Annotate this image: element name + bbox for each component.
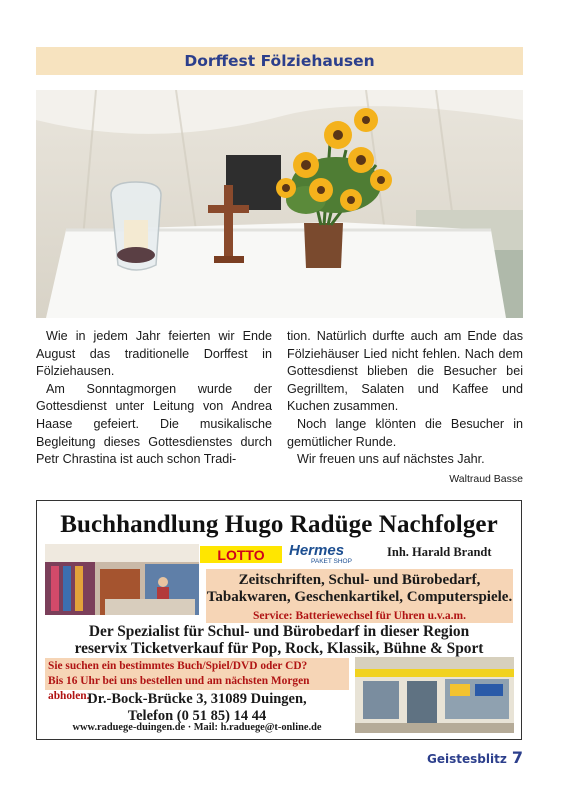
article-title: Dorffest Fölziehausen bbox=[184, 52, 375, 70]
service-note: Service: Batteriewechsel für Uhren u.v.a.m. bbox=[253, 610, 466, 622]
ad-headline: Buchhandlung Hugo Radüge Nachfolger bbox=[60, 511, 498, 538]
order-question: Sie suchen ein bestimmtes Buch/Spiel/DVD oder CD? bbox=[48, 660, 308, 672]
specialist-text bbox=[37, 623, 521, 657]
paragraph: tion. Natürlich durfte auch am Ende das Fölziehäuser Lied nicht fehlen. Nach dem Gottesdienst blieben die Besucher bei Gegrilltem, Salaten und Kaffee und Kuchen zusammen. bbox=[287, 329, 523, 414]
storefront-photo bbox=[355, 657, 514, 733]
paragraph: Wir freuen uns auf nächstes Jahr. bbox=[297, 452, 485, 467]
order-note: Bis 16 Uhr bei uns bestellen und am nächsten Morgen abholen. bbox=[48, 675, 310, 702]
lotto-logo bbox=[200, 546, 282, 563]
magazine-name: Geistesblitz bbox=[427, 752, 507, 766]
product-box bbox=[206, 569, 513, 623]
address-block bbox=[45, 691, 349, 725]
altar-photo bbox=[36, 90, 523, 318]
street-address: Dr.-Bock-Brücke 3, 31089 Duingen, bbox=[87, 691, 307, 707]
page-number: 7 bbox=[511, 748, 523, 767]
hermes-sublabel: PAKET SHOP bbox=[311, 558, 352, 565]
lotto-label: LOTTO bbox=[217, 546, 265, 563]
hermes-label: Hermes bbox=[289, 542, 345, 559]
paragraph: Wie in jedem Jahr feierten wir Ende August das traditionelle Dorffest in Fölziehausen. bbox=[36, 329, 272, 379]
hermes-logo bbox=[289, 543, 375, 565]
owner-name: Inh. Harald Brandt bbox=[387, 545, 492, 559]
candle-glass-icon bbox=[111, 182, 161, 270]
bookshop-advertisement bbox=[36, 500, 522, 740]
article-title-bar bbox=[36, 47, 523, 75]
shop-interior-photo bbox=[45, 544, 199, 615]
tickets-line: reservix Ticketverkauf für Pop, Rock, Klassik, Bühne & Sport bbox=[74, 640, 484, 657]
specialist-line: Der Spezialist für Schul- und Bürobedarf in dieser Region bbox=[88, 623, 470, 640]
article-column-1 bbox=[36, 328, 272, 469]
phone-number: Telefon (0 51 85) 14 44 bbox=[127, 708, 267, 724]
product-list: Zeitschriften, Schul- und Bürobedarf, Tabakwaren, Geschenkartikel, Computerspiele. bbox=[206, 572, 513, 605]
author: Waltraud Basse bbox=[449, 473, 523, 485]
paragraph: Am Sonntagmorgen wurde der Gottesdienst unter Leitung von Andrea Haase gefeiert. Die musikalische Begleitung dieses Gottesdienstes durch Petr Chrastina ist auch schon Tradi- bbox=[36, 381, 272, 467]
article-column-2 bbox=[287, 328, 523, 469]
web-contact: www.raduege-duingen.de · Mail: h.raduege@t-online.de bbox=[72, 722, 322, 733]
paragraph: Noch lange klönten die Besucher in gemütlicher Runde. bbox=[287, 416, 523, 449]
page-footer bbox=[427, 748, 523, 767]
